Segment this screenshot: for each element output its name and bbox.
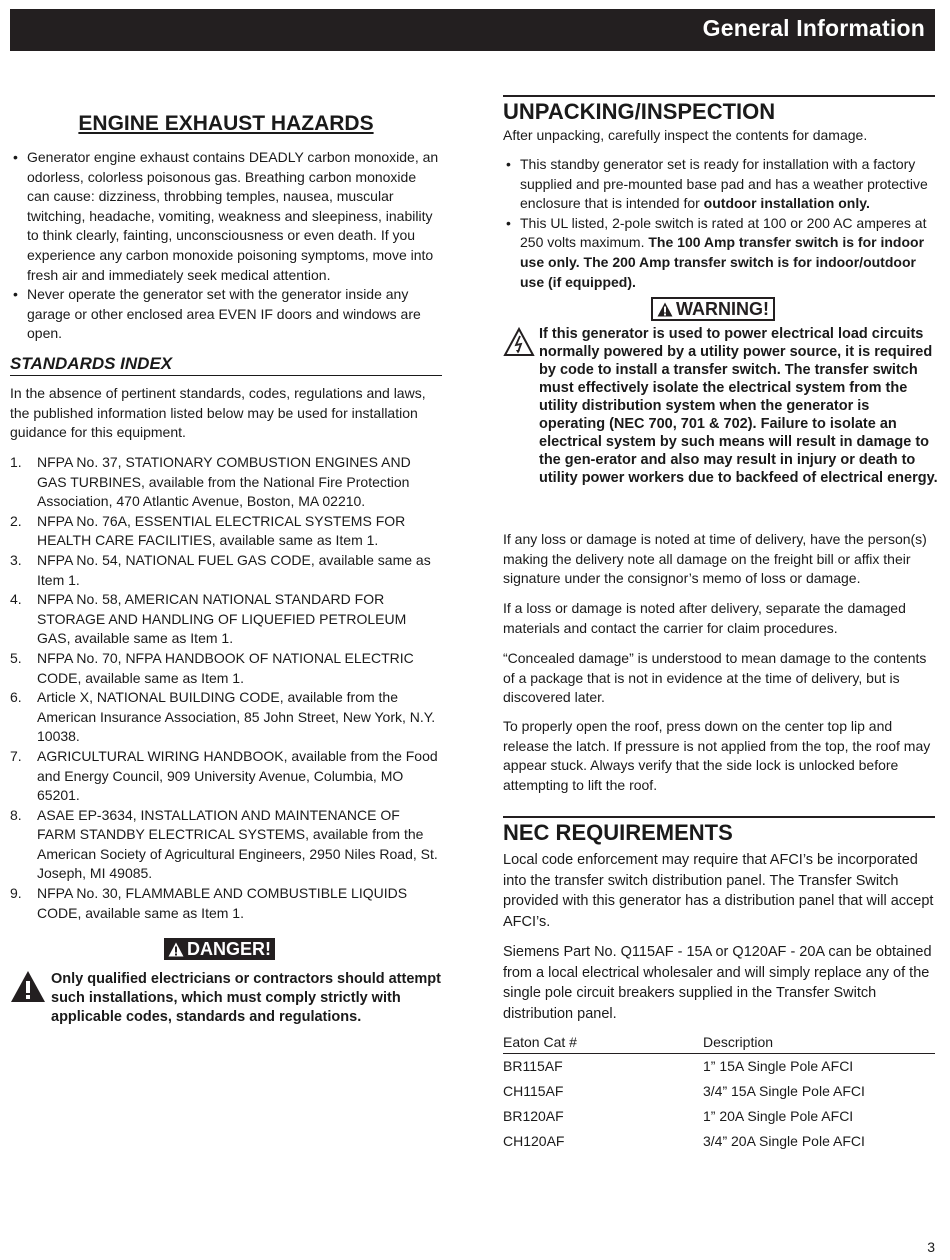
cell-cat: BR115AF (503, 1058, 563, 1074)
item-number: 4. (10, 591, 22, 608)
exclamation-triangle-icon (10, 970, 46, 1003)
cell-cat: CH120AF (503, 1133, 565, 1149)
warning-badge (651, 297, 775, 321)
column-header-cat: Eaton Cat # (503, 1034, 577, 1050)
exhaust-hazards-heading: ENGINE EXHAUST HAZARDS (78, 112, 374, 135)
cell-description: 1” 15A Single Pole AFCI (703, 1058, 854, 1074)
standards-index-heading: STANDARDS INDEX (10, 354, 442, 376)
cell-description: 1” 20A Single Pole AFCI (703, 1108, 854, 1124)
item-text: ASAE EP-3634, INSTALLATION AND MAINTENANCE OF FARM STANDBY ELECTRICAL SYSTEMS, available from the American Society of Agricultural Engineers, 2950 Niles Road, St. Joseph, MI 49085. (37, 806, 438, 882)
item-number: 2. (10, 512, 22, 529)
warning-message: If this generator is used to power electrical load circuits normally powered by a utility power source, it is required by code to install a transfer switch. The transfer switch must effectively isolate the electrical system from the utility distribution system when the generator is operating (NEC 700, 701 & 702). Failure to isolate an electrical system by such means will result in damage to the gen-erator and also may result in injury or death to utility power workers due to backfeed of electrical energy. (539, 326, 938, 486)
list-item (10, 806, 442, 884)
danger-label: DANGER! (187, 939, 271, 959)
list-item: • Generator engine exhaust contains DEADLY carbon monoxide, an odorless, colorless poisonous gas. Breathing carbon monoxide can cause: dizziness, throbbing temples, nausea, muscular twitching, headache, vomiting, weakness and sleepiness, inability to think clearly, fainting, unconsciousness or even death. If you experience any carbon monoxide poisoning symptoms, move into fresh air and immediately seek medical attention. (10, 148, 442, 285)
table-row (503, 1104, 935, 1129)
table-row (503, 1079, 935, 1104)
item-text: NFPA No. 30, FLAMMABLE AND COMBUSTIBLE LIQUIDS CODE, available same as Item 1. (37, 885, 408, 921)
list-item (503, 214, 935, 292)
small-warning-triangle-icon (657, 302, 673, 317)
item-number: 6. (10, 689, 22, 706)
roof-opening-paragraph: To properly open the roof, press down on the center top lip and release the latch. If pressure is not applied from the top, the roof may appear stuck. Always verify that the side lock is unlocked before attempting to lift the roof. (503, 718, 931, 793)
item-text: NFPA No. 58, AMERICAN NATIONAL STANDARD FOR STORAGE AND HANDLING OF LIQUEFIED PETROLEUM GAS, available same as Item 1. (37, 591, 407, 647)
unpacking-bullet-list (503, 155, 935, 292)
afci-table (503, 1032, 935, 1154)
cell-description: 3/4” 20A Single Pole AFCI (703, 1133, 865, 1149)
unpacking-intro: After unpacking, carefully inspect the contents for damage. (503, 127, 868, 143)
list-item (10, 747, 442, 806)
nec-paragraph: Local code enforcement may require that AFCI’s be incorporated into the transfer switch distribution panel. The Transfer Switch provided with this generator has a distribution panel that will accept AFCI’s. (503, 852, 934, 930)
item-number: 3. (10, 551, 22, 568)
unpacking-heading: UNPACKING/INSPECTION (503, 95, 935, 125)
item-number: 1. (10, 454, 22, 470)
table-header (503, 1032, 935, 1054)
list-item (10, 688, 442, 747)
item-number: 9. (10, 885, 22, 902)
item-text: NFPA No. 37, STATIONARY COMBUSTION ENGINES AND GAS TURBINES, available from the National Fire Protection Association, 470 Atlantic Avenue, Boston, MA 02210. (37, 454, 411, 510)
cell-cat: BR120AF (503, 1108, 564, 1124)
standards-intro: In the absence of pertinent standards, codes, regulations and laws, the published information listed below may be used for installation guidance for this equipment. (10, 385, 426, 441)
list-item (10, 590, 442, 649)
item-text: Article X, NATIONAL BUILDING CODE, available from the American Insurance Association, 85 John Street, New York, N.Y. 10038. (37, 689, 436, 745)
danger-badge (164, 938, 275, 960)
small-warning-triangle-icon (168, 942, 184, 957)
electric-shock-triangle-icon (503, 327, 535, 357)
list-item (10, 453, 442, 512)
list-item (10, 512, 442, 551)
column-header-description: Description (703, 1034, 774, 1050)
danger-message: Only qualified electricians or contractors should attempt such installations, which must comply strictly with applicable codes, standards and regulations. (51, 971, 441, 1025)
item-text: NFPA No. 70, NFPA HANDBOOK OF NATIONAL ELECTRIC CODE, available same as Item 1. (37, 649, 414, 686)
warning-label: WARNING! (676, 299, 769, 319)
concealed-damage-paragraph: “Concealed damage” is understood to mean damage to the contents of a package that is not in evidence at the time of delivery, but is discovered later. (503, 650, 927, 706)
bullet-bold-text: The 100 Amp transfer switch is for indoor use only. The 200 Amp transfer switch is for indoor/outdoor use (if equipped). (520, 234, 925, 290)
list-item (10, 884, 442, 923)
item-text: AGRICULTURAL WIRING HANDBOOK, available from the Food and Energy Council, 909 University Avenue, Columbia, MO 65201. (37, 747, 438, 804)
item-number: 7. (10, 747, 22, 764)
cell-cat: CH115AF (503, 1083, 564, 1099)
table-row (503, 1129, 935, 1154)
after-delivery-paragraph: If a loss or damage is noted after delivery, separate the damaged materials and contact the carrier for claim procedures. (503, 600, 906, 636)
header-bar (10, 9, 935, 51)
list-item: • Never operate the generator set with the generator inside any garage or other enclosed area EVEN IF doors and windows are open. (10, 285, 442, 344)
page-number: 3 (927, 1239, 935, 1255)
delivery-damage-paragraph: If any loss or damage is noted at time of delivery, have the person(s) making the delivery note all damage on the freight bill or affix their signature under the consignor’s memo of loss or damage. (503, 531, 927, 587)
item-number: 5. (10, 649, 22, 666)
table-row (503, 1054, 935, 1079)
bullet-text: This UL listed, 2-pole switch is rated at 100 or 200 AC amperes at 250 volts maximum. (520, 214, 927, 251)
item-text: NFPA No. 76A, ESSENTIAL ELECTRICAL SYSTEMS FOR HEALTH CARE FACILITIES, available same as Item 1. (37, 512, 406, 549)
nec-requirements-heading: NEC REQUIREMENTS (503, 816, 935, 846)
cell-description: 3/4” 15A Single Pole AFCI (703, 1083, 865, 1099)
item-number: 8. (10, 806, 22, 823)
bullet-bold-text: outdoor installation only. (703, 195, 870, 212)
list-item (503, 155, 935, 214)
item-text: NFPA No. 54, NATIONAL FUEL GAS CODE, available same as Item 1. (37, 551, 431, 588)
standards-list (10, 453, 442, 923)
bullet-text: This standby generator set is ready for installation with a factory supplied and pre-mounted base pad and has a weather protective enclosure that is intended for (520, 156, 928, 212)
page-section-title: General Information (702, 15, 925, 41)
nec-paragraph: Siemens Part No. Q115AF - 15A or Q120AF - 20A can be obtained from a local electrical wholesaler and will simply replace any of the single pole circuit breakers supplied in the Transfer Switch distribution panel. (503, 944, 932, 1022)
exhaust-bullet-list (10, 148, 442, 344)
list-item (10, 649, 442, 688)
list-item (10, 551, 442, 590)
